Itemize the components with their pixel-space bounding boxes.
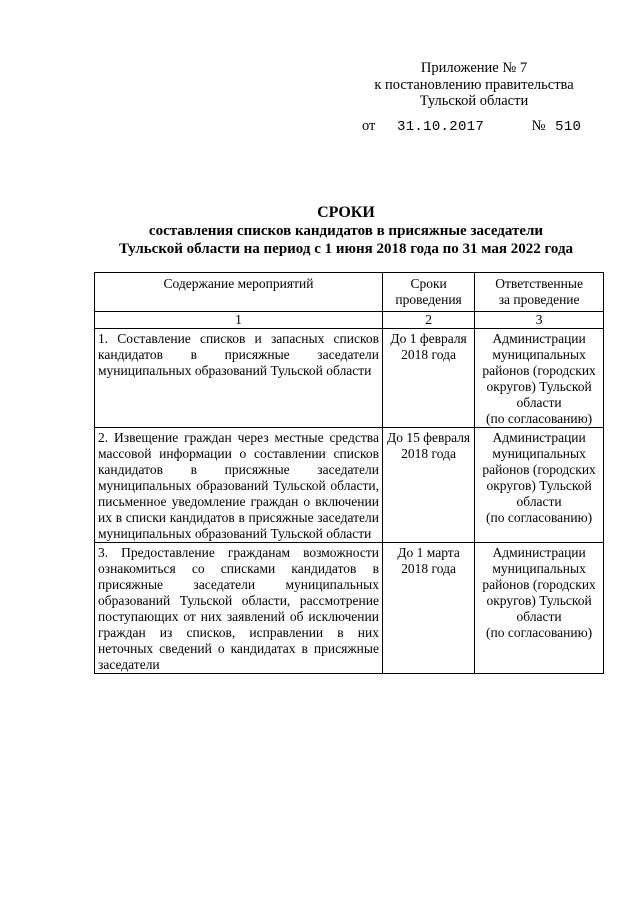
table-header-row [95,273,604,312]
header-content: Содержание мероприятий [95,273,383,312]
row-deadline: До 1 февраля 2018 года [382,329,474,428]
row-description: 1. Составление списков и запасных списков кандидатов в присяжные заседатели муниципальных образований Тульской области [95,329,383,428]
table-row [95,329,604,428]
row-responsible: Администрации муниципальных районов (городских округов) Тульской области (по согласованию) [475,543,604,674]
appendix-reference: к постановлению правительства [374,76,574,93]
number-label: № [531,118,546,134]
table-row [95,543,604,674]
row-deadline: До 1 марта 2018 года [382,543,474,674]
row-deadline: До 15 февраля 2018 года [382,428,474,543]
row-responsible: Администрации муниципальных районов (городских округов) Тульской области (по согласованию) [475,329,604,428]
appendix-region: Тульской области [419,93,529,109]
heading-subtitle-2: Тульской области на период с 1 июня 2018 года по 31 мая 2022 года [118,241,574,257]
heading-subtitle-1: составления списков кандидатов в присяжные заседатели [148,223,544,239]
document-date-number [362,118,581,135]
row-description: 3. Предоставление гражданам возможности ознакомиться со списками кандидатов в присяжные заседатели муниципальных образований Тульской области, рассмотрение поступающих от них заявлений об исключении граждан из списков, исправлении в них неточных сведений о кандидатах в присяжные заседатели [95,543,383,674]
column-number: 2 [382,312,474,329]
appendix-block [356,60,592,110]
row-responsible: Администрации муниципальных районов (городских округов) Тульской области (по согласованию) [475,428,604,543]
column-number: 3 [475,312,604,329]
row-description: 2. Извещение граждан через местные средства массовой информации о составлении списков кандидатов в присяжные заседатели муниципальных образований Тульской области, письменное уведомление граждан о включении их в списки кандидатов в присяжные заседатели муниципальных образований Тульской области [95,428,383,543]
column-number: 1 [95,312,383,329]
table-row [95,428,604,543]
document-number: 510 [555,119,582,135]
document-date: 31.10.2017 [397,119,485,135]
schedule-table [94,272,604,674]
header-responsible: Ответственные за проведение [475,273,604,312]
column-number-row [95,312,604,329]
heading-title: СРОКИ [317,204,375,221]
document-heading [96,204,596,258]
header-deadline: Сроки проведения [382,273,474,312]
from-label: от [362,118,376,134]
appendix-title: Приложение № 7 [420,60,528,76]
